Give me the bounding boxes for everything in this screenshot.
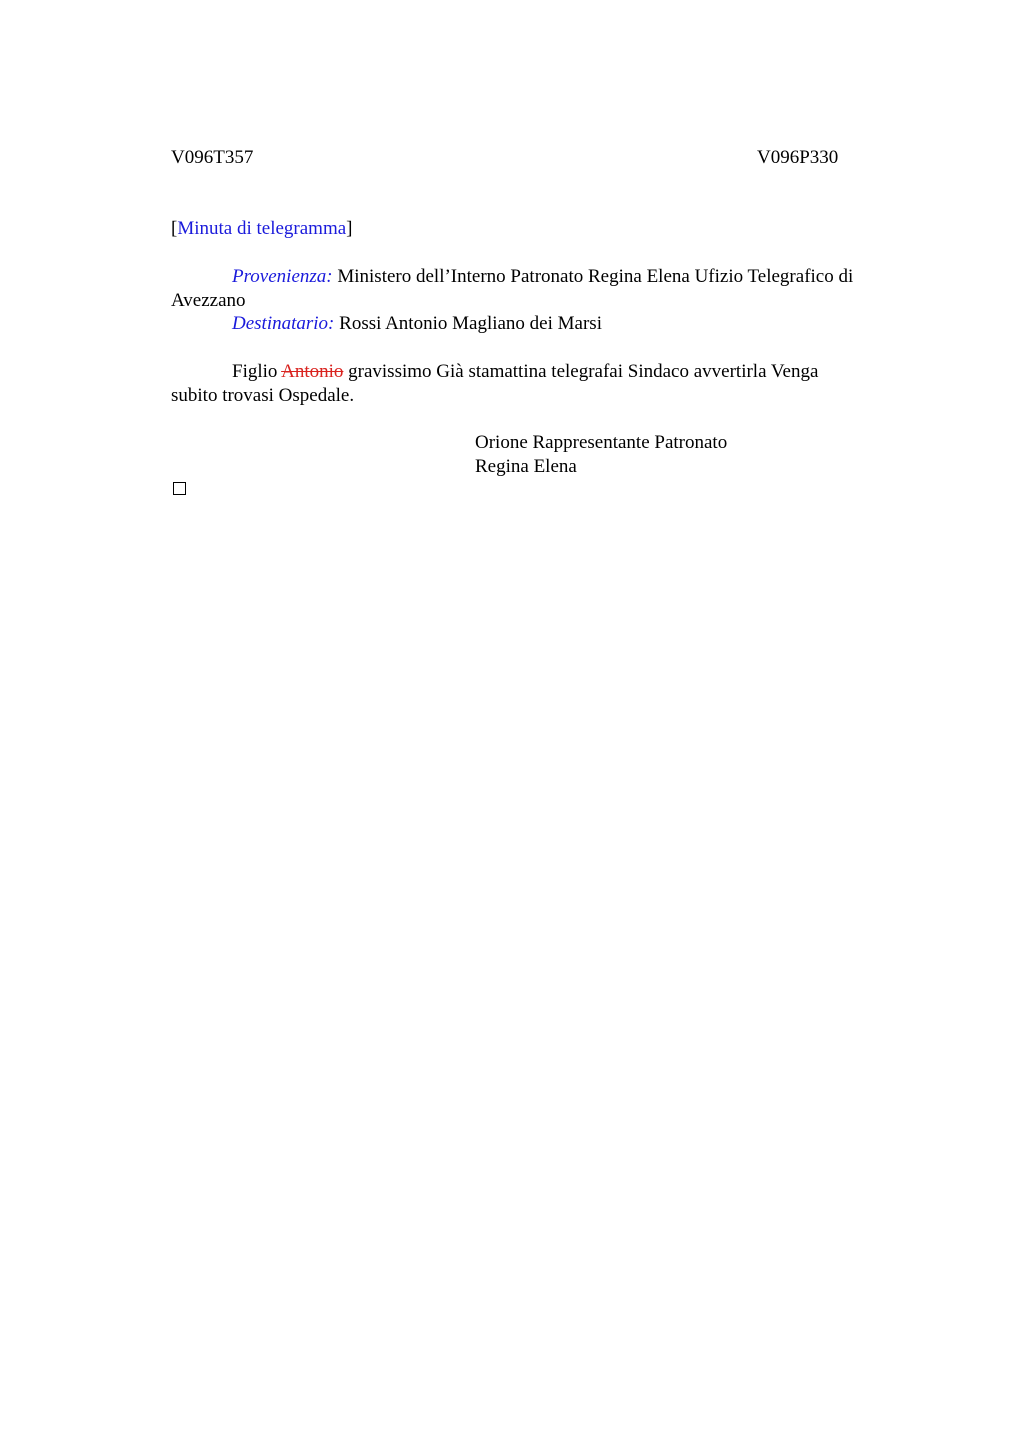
provenance-value-line1: Ministero dell’Interno Patronato Regina Elena Ufizio Telegrafico di: [337, 266, 854, 287]
body-line1-rest: gravissimo Già stamattina telegrafai Sindaco avvertirla Venga: [348, 361, 819, 382]
struck-word: Antonio: [281, 361, 344, 382]
heading-open-bracket: [: [171, 218, 178, 239]
signature-line2: Regina Elena: [475, 456, 577, 477]
signature-line1: Orione Rappresentante Patronato: [475, 432, 728, 453]
recipient-field: [171, 312, 911, 336]
heading-close-bracket: ]: [346, 218, 353, 239]
document-code-left: V096T357: [171, 147, 254, 168]
provenance-field: [171, 265, 911, 313]
document-heading: [171, 217, 353, 241]
provenance-value-line2: Avezzano: [171, 290, 246, 311]
document-code-right: V096P330: [757, 147, 839, 168]
body-start: Figlio: [232, 361, 278, 382]
heading-title: Minuta di telegramma: [177, 218, 347, 239]
telegram-body: [171, 360, 911, 408]
recipient-label: Destinatario:: [232, 313, 335, 334]
provenance-label: Provenienza:: [232, 266, 333, 287]
recipient-value: Rossi Antonio Magliano dei Marsi: [339, 313, 602, 334]
checkbox-icon: [173, 482, 186, 495]
body-line2: subito trovasi Ospedale.: [171, 385, 355, 406]
